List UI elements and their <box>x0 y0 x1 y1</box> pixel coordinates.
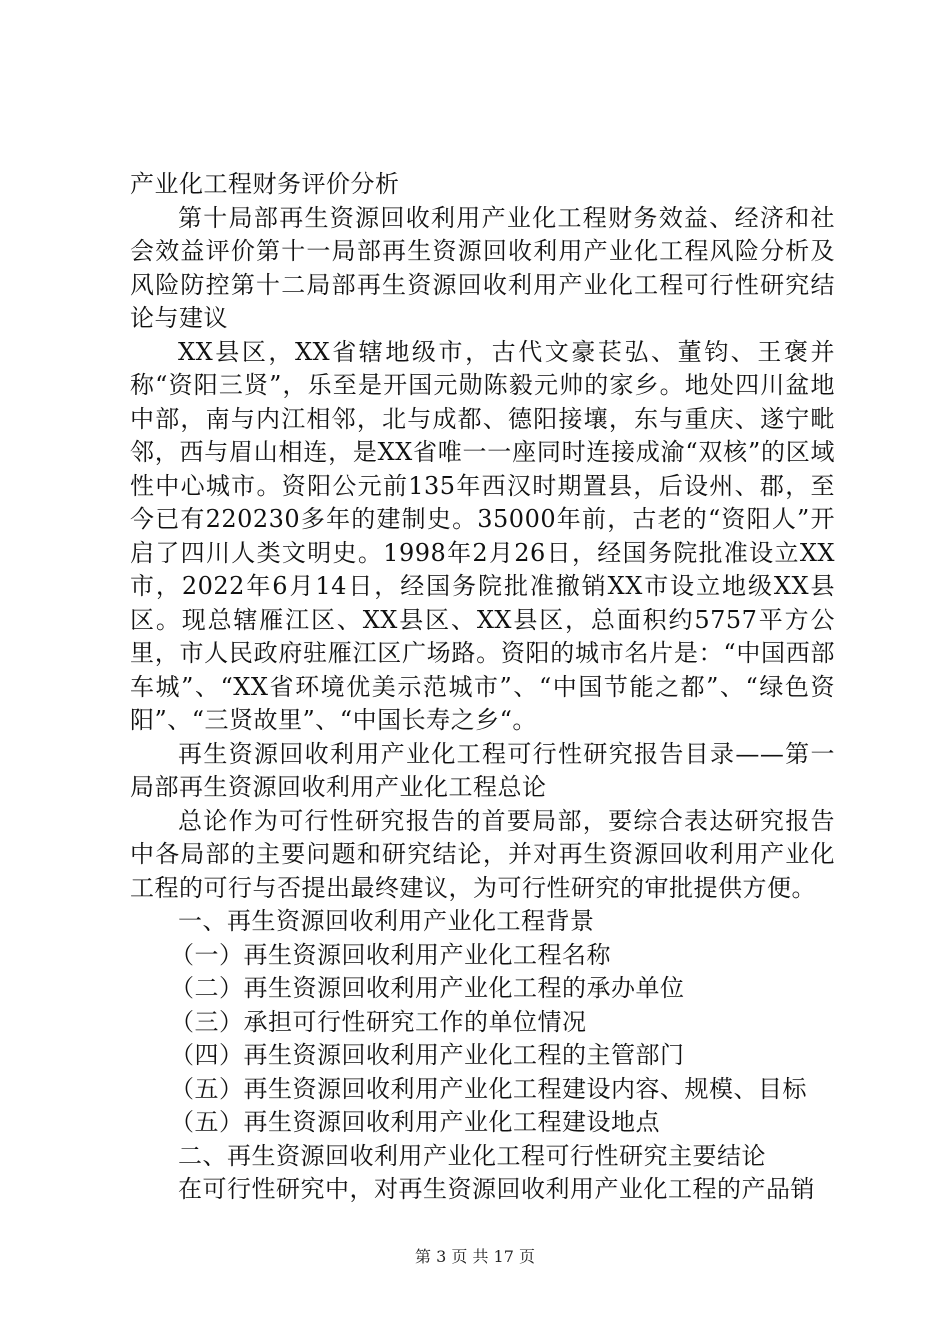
list-item: （二）再生资源回收利用产业化工程的承办单位 <box>170 974 685 1002</box>
list-item: （五）再生资源回收利用产业化工程建设内容、规模、目标 <box>170 1074 807 1103</box>
paragraph-conclusion-start: 在可行性研究中，对再生资源回收利用产业化工程的产品销 <box>178 1175 815 1203</box>
paragraph-toc-sections: 第十局部再生资源回收利用产业化工程财务效益、经济和社会效益评价第十一局部再生资源回收利用产业化工程风险分析及风险防控第十二局部再生资源回收利用产业化工程可行性研究结论与建议 <box>130 203 835 332</box>
section-heading-conclusions: 二、再生资源回收利用产业化工程可行性研究主要结论 <box>178 1141 766 1170</box>
list-item: （四）再生资源回收利用产业化工程的主管部门 <box>170 1041 685 1069</box>
paragraph-city-overview: XX县区，XX省辖地级市，古代文豪苌弘、董钧、王褒并称“资阳三贤”，乐至是开国元勋陈毅元帅的家乡。地处四川盆地中部，南与内江相邻，北与成都、德阳接壤，东与重庆、遂宁毗邻，西与眉山相连，是XX省唯一一座同时连接成渝“双核”的区域性中心城市。资阳公元前135年西汉时期置县，后设州、郡，至今已有220230多年的建制史。35000年前，古老的“资阳人”开启了四川人类文明史。1998年2月26日，经国务院批准设立XX市，2022年6月14日，经国务院批准撤销XX市设立地级XX县区。现总辖雁江区、XX县区、XX县区，总面积约5757平方公里，市人民政府驻雁江区广场路。资阳的城市名片是：“中国西部车城”、“XX省环境优美示范城市”、“中国节能之都”、“绿色资阳”、“三贤故里”、“中国长寿之乡“。 <box>130 337 835 734</box>
document-body <box>130 168 835 1207</box>
paragraph-heading: 产业化工程财务评价分析 <box>130 170 400 198</box>
list-item: （五）再生资源回收利用产业化工程建设地点 <box>170 1108 660 1136</box>
paragraph-general-overview: 总论作为可行性研究报告的首要局部，要综合表达研究报告中各局部的主要问题和研究结论，并对再生资源回收利用产业化工程的可行与否提出最终建议，为可行性研究的审批提供方便。 <box>130 806 835 902</box>
page-number-footer: 第 3 页 共 17 页 <box>415 1247 535 1266</box>
section-heading-background: 一、再生资源回收利用产业化工程背景 <box>178 907 595 935</box>
list-item: （一）再生资源回收利用产业化工程名称 <box>170 940 611 969</box>
paragraph-report-toc: 再生资源回收利用产业化工程可行性研究报告目录——第一局部再生资源回收利用产业化工程总论 <box>130 739 835 801</box>
list-item: （三）承担可行性研究工作的单位情况 <box>170 1007 587 1036</box>
